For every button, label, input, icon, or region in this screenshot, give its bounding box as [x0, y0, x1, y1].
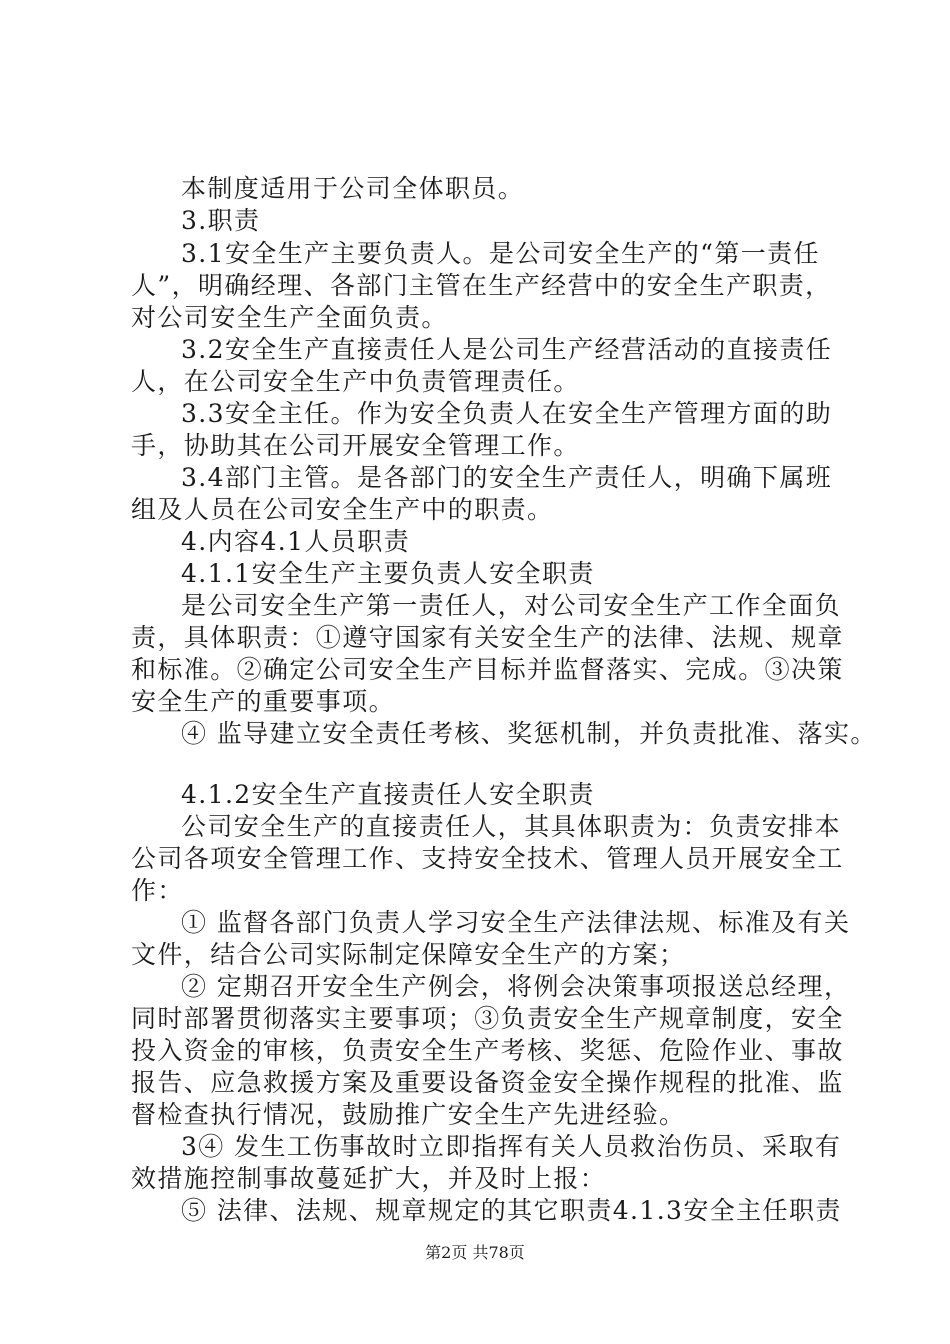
- text-line: 投入资金的审核，负责安全生产考核、奖惩、危险作业、事故: [131, 1036, 844, 1065]
- text-line: 3.3安全主任。作为安全负责人在安全生产管理方面的助: [181, 399, 833, 428]
- text-line: 同时部署贯彻落实主要事项；③负责安全生产规章制度，安全: [131, 1004, 844, 1033]
- subsection-heading: 4.1.1安全生产主要负责人安全职责: [181, 559, 595, 588]
- text-line: ① 监督各部门负责人学习安全生产法律法规、标准及有关: [181, 908, 851, 937]
- text-line: 报告、应急救援方案及重要设备资金安全操作规程的批准、监: [131, 1068, 844, 1097]
- text-line: 3.4部门主管。是各部门的安全生产责任人，明确下属班: [181, 463, 833, 492]
- text-line: 作：: [131, 876, 184, 905]
- text-line: 责，具体职责：①遵守国家有关安全生产的法律、法规、规章: [131, 623, 844, 652]
- text-line: 督检查执行情况，鼓励推广安全生产先进经验。: [131, 1100, 686, 1129]
- text-line: ② 定期召开安全生产例会，将例会决策事项报送总经理，: [181, 972, 851, 1001]
- text-line: 效措施控制事故蔓延扩大，并及时上报：: [131, 1164, 607, 1193]
- subsection-heading: 4.1.2安全生产直接责任人安全职责: [181, 780, 595, 809]
- text-line: 文件，结合公司实际制定保障安全生产的方案；: [131, 940, 686, 969]
- text-line: 3④ 发生工伤事故时立即指挥有关人员救治伤员、采取有: [181, 1132, 842, 1161]
- text-line: 3.2安全生产直接责任人是公司生产经营活动的直接责任: [181, 335, 833, 364]
- section-heading: 3.职责: [181, 206, 261, 235]
- text-line: 手，协助其在公司开展安全管理工作。: [131, 431, 580, 460]
- text-line: 人”，明确经理、各部门主管在生产经营中的安全生产职责，: [131, 271, 832, 300]
- text-line: ④ 监导建立安全责任考核、奖惩机制，并负责批准、落实。: [181, 719, 877, 748]
- text-line: ⑤ 法律、法规、规章规定的其它职责4.1.3安全主任职责: [181, 1196, 842, 1225]
- page-number: 第2页 共78页: [425, 1243, 525, 1262]
- text-line: 安全生产的重要事项。: [131, 687, 396, 716]
- text-line: 人，在公司安全生产中负责管理责任。: [131, 367, 580, 396]
- text-line: 本制度适用于公司全体职员。: [181, 174, 525, 203]
- text-line: 对公司安全生产全面负责。: [131, 303, 448, 332]
- text-line: 组及人员在公司安全生产中的职责。: [131, 495, 554, 524]
- text-line: 是公司安全生产第一责任人，对公司安全生产工作全面负: [181, 591, 842, 620]
- text-line: 和标准。②确定公司安全生产目标并监督落实、完成。③决策: [131, 655, 844, 684]
- text-line: 公司安全生产的直接责任人，其具体职责为：负责安排本: [181, 812, 842, 841]
- text-line: 3.1安全生产主要负责人。是公司安全生产的“第一责任: [181, 239, 820, 268]
- section-heading: 4.内容4.1人员职责: [181, 527, 411, 556]
- text-line: 公司各项安全管理工作、支持安全技术、管理人员开展安全工: [131, 844, 844, 873]
